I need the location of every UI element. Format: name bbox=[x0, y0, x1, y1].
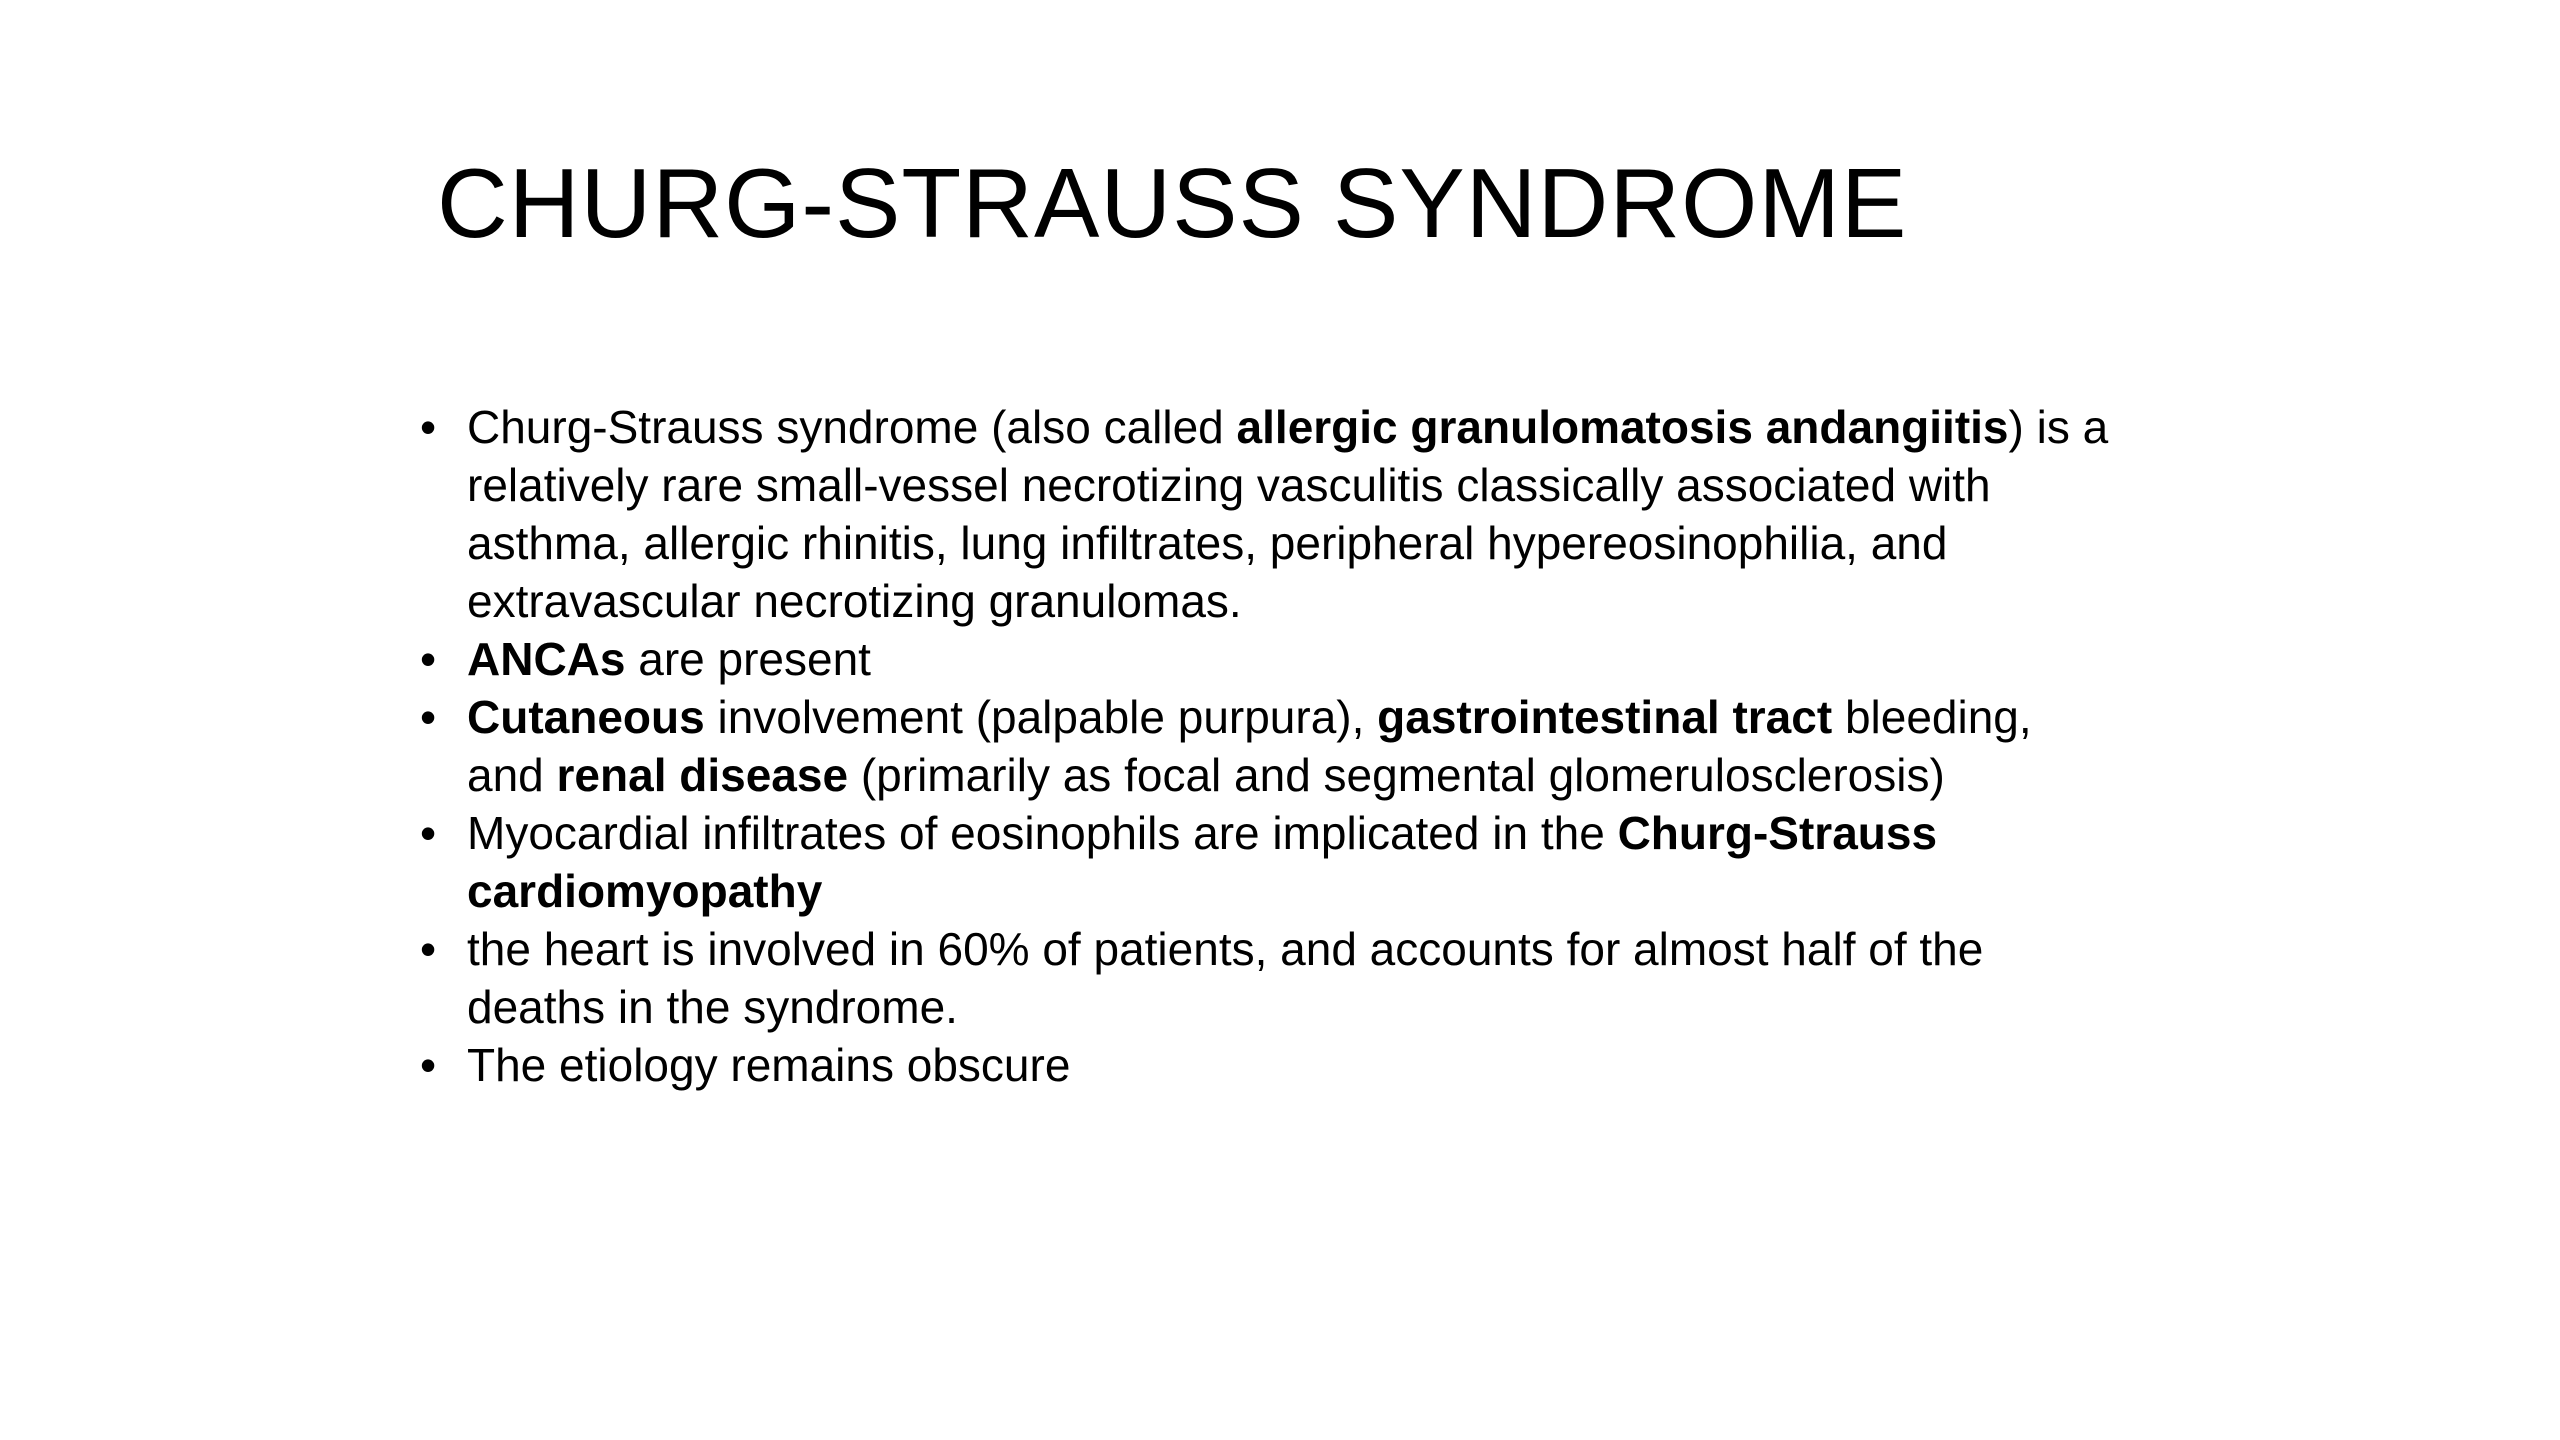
bullet-item bbox=[420, 804, 2120, 920]
bold-text-segment: ANCAs bbox=[467, 633, 626, 685]
bullet-dot-icon: • bbox=[420, 633, 437, 685]
text-segment: the heart is involved in 60% of patients, and accounts for almost half of the deaths in the syndrome. bbox=[467, 923, 1984, 1033]
bold-text-segment: allergic granulomatosis andangiitis bbox=[1236, 401, 2009, 453]
text-segment: ) is a relatively rare small-vessel necrotizing vasculitis classically associated with asthma, allergic rhinitis, lung infiltrates, peripheral hypereosinophilia, and extravascular necrotizing granulomas. bbox=[467, 401, 2109, 627]
bullet-dot-icon: • bbox=[420, 807, 437, 859]
bullet-item bbox=[420, 1036, 2120, 1094]
text-segment: (primarily as focal and segmental glomerulosclerosis) bbox=[848, 749, 1945, 801]
bullet-item bbox=[420, 630, 2120, 688]
bullet-text bbox=[467, 1039, 1070, 1091]
bullet-dot-icon: • bbox=[420, 1039, 437, 1091]
text-segment: Myocardial infiltrates of eosinophils are implicated in the bbox=[467, 807, 1618, 859]
bullet-text bbox=[467, 633, 871, 685]
bullet-text bbox=[467, 923, 1983, 1033]
text-segment: The etiology remains obscure bbox=[467, 1039, 1071, 1091]
bullet-dot-icon: • bbox=[420, 691, 437, 743]
text-segment: bleeding, and bbox=[467, 691, 2032, 801]
bullet-list bbox=[420, 398, 2120, 1094]
bold-text-segment: renal disease bbox=[556, 749, 849, 801]
bullet-dot-icon: • bbox=[420, 401, 437, 453]
bullet-item bbox=[420, 398, 2120, 630]
bold-text-segment: Churg-Strauss cardiomyopathy bbox=[467, 807, 1938, 917]
slide-title: CHURG-STRAUSS SYNDROME bbox=[437, 148, 1908, 258]
bullet-dot-icon: • bbox=[420, 923, 437, 975]
bullet-text bbox=[467, 691, 2032, 801]
bullet-text bbox=[467, 807, 1937, 917]
text-segment: are present bbox=[625, 633, 871, 685]
text-segment: involvement (palpable purpura), bbox=[704, 691, 1378, 743]
bullet-item bbox=[420, 920, 2120, 1036]
text-segment: Churg-Strauss syndrome (also called bbox=[467, 401, 1237, 453]
bullet-text bbox=[467, 401, 2108, 627]
bold-text-segment: Cutaneous bbox=[467, 691, 705, 743]
bullet-item bbox=[420, 688, 2120, 804]
bold-text-segment: gastrointestinal tract bbox=[1377, 691, 1833, 743]
